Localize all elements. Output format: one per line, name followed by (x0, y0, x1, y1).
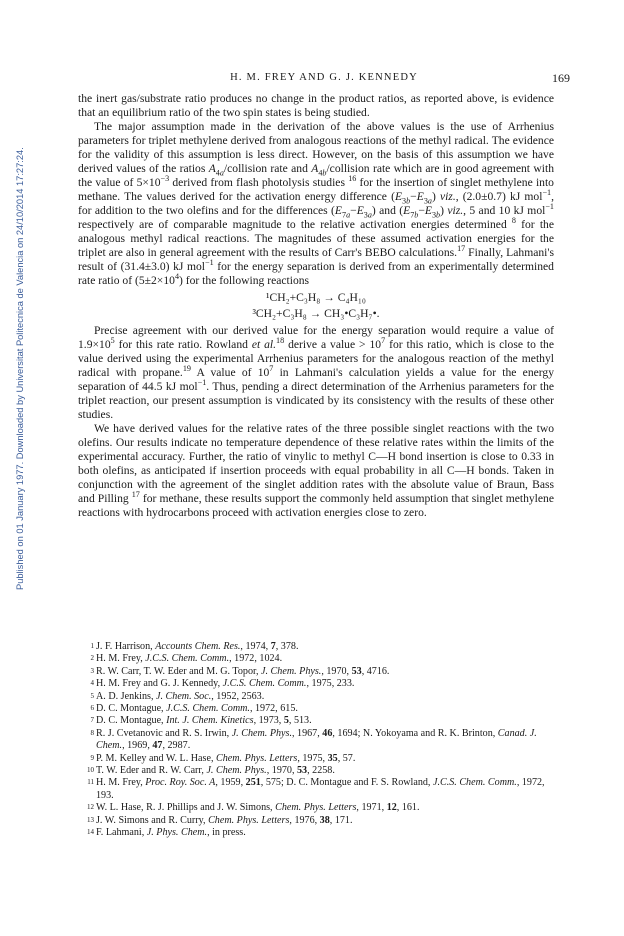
paragraph-1: the inert gas/substrate ratio produces no change in the product ratios, as reported above, is evidence that an equilibrium ratio of the two spin states is being studied. (78, 92, 554, 119)
reference-item (87, 777, 554, 802)
reference-number: 8 (90, 728, 94, 737)
reference-text: D. C. Montague, J.C.S. Chem. Comm., 1972, 615. (96, 703, 298, 715)
reference-item (90, 752, 554, 765)
reference-text: H. M. Frey, Proc. Roy. Soc. A, 1959, 251, 575; D. C. Montague and F. S. Rowland, J.C.S. Chem. Comm., 1972, 193. (96, 777, 545, 801)
reference-text: W. L. Hase, R. J. Phillips and J. W. Simons, Chem. Phys. Letters, 1971, 12, 161. (96, 802, 420, 814)
reference-number: 5 (90, 691, 94, 700)
reference-item (90, 641, 554, 653)
reference-text: A. D. Jenkins, J. Chem. Soc., 1952, 2563. (96, 690, 265, 702)
reference-number: 12 (87, 803, 94, 812)
paragraph-4: We have derived values for the relative rates of the three possible singlet reactions with the two olefins. Our results indicate no temperature dependence of these relative rates within the limits of the experimental accuracy. Further, the ratio of vinylic to methyl C—H bond insertion is close to 0.33 in both olefins, as anticipated if insertion proceeds with equal probability in all C—H bonds. Taken in conjunction with the agreement of the singlet addition rates with the absolute value of Braun, Bass and Pilling $^{17}$ for methane, these results support the commonly held assumption that singlet methylene reactions with hydrocarbons proceed with activation energies close to zero. (78, 422, 554, 519)
download-watermark (2, 120, 25, 590)
reference-number: 4 (90, 679, 94, 688)
reference-number: 13 (87, 815, 94, 824)
reference-text: H. M. Frey, J.C.S. Chem. Comm., 1972, 1024. (96, 653, 283, 665)
reference-number: 10 (87, 766, 94, 775)
download-watermark-text: Published on 01 January 1977. Downloaded by Universitat Politecnica de Valencia on 24/10/2014 17:27:24. (15, 147, 25, 590)
reference-text: F. Lahmani, J. Phys. Chem., in press. (96, 827, 246, 839)
reference-item (87, 827, 554, 839)
reference-text: D. C. Montague, Int. J. Chem. Kinetics, 1973, 5, 513. (96, 715, 312, 727)
paragraph-2: The major assumption made in the derivation of the above values is the use of Arrhenius parameters for triplet methylene derived from analogous reactions of the methyl radical. The evidence for the validity of this assumption is less direct. However, on the basis of this assumption we have derived values of the ratios $A_{4a}$/collision rate and $A_{4b}$/collision rate which are in good agreement with the value of $5\times 10^{-3}$ derived from flash photolysis studies $^{16}$ for the insertion of singlet methylene into methane. The values derived for the activation energy difference $(E_{3b}-E_{3a})$ viz., (2.0±0.7) kJ mol$^{-1}$, for addition to the two olefins and for the differences $(E_{7a}-E_{3a})$ and $(E_{7b}-E_{3b})$ viz., 5 and 10 kJ mol$^{-1}$ respectively are of comparable magnitude to the relative activation energies determined $^8$ for the analogous methyl radical reactions. The magnitudes of these assumed activation energies for the triplet are also in general agreement with the results of Carr's BEBO calculations.$^{17}$ Finally, Lahmani's result of (31.4±3.0) kJ mol$^{-1}$ for the energy separation is derived from an experimentally determined rate ratio of $(5\pm 2\times 10^4)$ for the following reactions (78, 120, 555, 287)
reference-number: 1 (90, 642, 94, 650)
reference-text: R. J. Cvetanovic and R. S. Irwin, J. Chem. Phys., 1967, 46, 1694; N. Yokoyama and R. K. Brinton, Canad. J. Chem., 1969, 47, 2987. (96, 727, 537, 752)
reference-text: J. W. Simons and R. Curry, Chem. Phys. Letters, 1976, 38, 171. (96, 814, 353, 826)
reference-text: R. W. Carr, T. W. Eder and M. G. Topor, J. Chem. Phys., 1970, 53, 4716. (96, 665, 390, 677)
reference-item (87, 814, 554, 827)
reference-number: 6 (90, 704, 94, 713)
reference-number: 9 (90, 753, 94, 762)
reference-item (87, 765, 554, 777)
reaction-equations (78, 290, 554, 322)
reference-item (90, 678, 554, 690)
reaction-triplet: ³CH₂+C₃H₈ → CH₃•C₃H₇•. (252, 307, 380, 320)
reference-item (90, 665, 554, 678)
reference-number: 3 (90, 666, 94, 675)
running-head: H. M. FREY AND G. J. KENNEDY (230, 72, 418, 83)
reference-text: T. W. Eder and R. W. Carr, J. Chem. Phys., 1970, 53, 2258. (96, 765, 335, 777)
reference-text: P. M. Kelley and W. L. Hase, Chem. Phys. Letters, 1975, 35, 57. (96, 752, 356, 764)
reference-item (90, 703, 554, 715)
page-number: 169 (552, 71, 570, 85)
paragraph-3: Precise agreement with our derived value for the energy separation would require a value of $1.9\times 10^5$ for this rate ratio. Rowland et al.$^{18}$ derive a value > $10^7$ for this ratio, which is close to the value derived using the experimental Arrhenius parameters for the analogous reaction of the methyl radical with propane.$^{19}$ A value of $10^7$ in Lahmani's calculation yields a value for the energy separation of 44.5 kJ mol$^{-1}$. Thus, pending a direct determination of the Arrhenius parameters for the triplet reaction, our present assumption is vindicated by its consistency with the results of these other studies. (78, 324, 555, 421)
article-body (78, 92, 554, 520)
reference-number: 14 (87, 828, 94, 837)
reference-text: J. F. Harrison, Accounts Chem. Res., 1974, 7, 378. (96, 641, 299, 652)
reference-item (90, 715, 554, 727)
page-header (78, 71, 570, 87)
reference-text: H. M. Frey and G. J. Kennedy, J.C.S. Chem. Comm., 1975, 233. (96, 678, 355, 690)
reaction-singlet: ¹CH₂+C₃H₈ → C₄H₁₀ (266, 291, 366, 304)
reference-item (90, 690, 554, 703)
reference-number: 11 (87, 778, 94, 787)
reference-item (87, 802, 554, 814)
reference-item (90, 727, 554, 753)
reference-item (90, 653, 554, 665)
reference-number: 2 (90, 654, 94, 663)
reference-number: 7 (90, 716, 94, 725)
reference-list (87, 641, 554, 840)
